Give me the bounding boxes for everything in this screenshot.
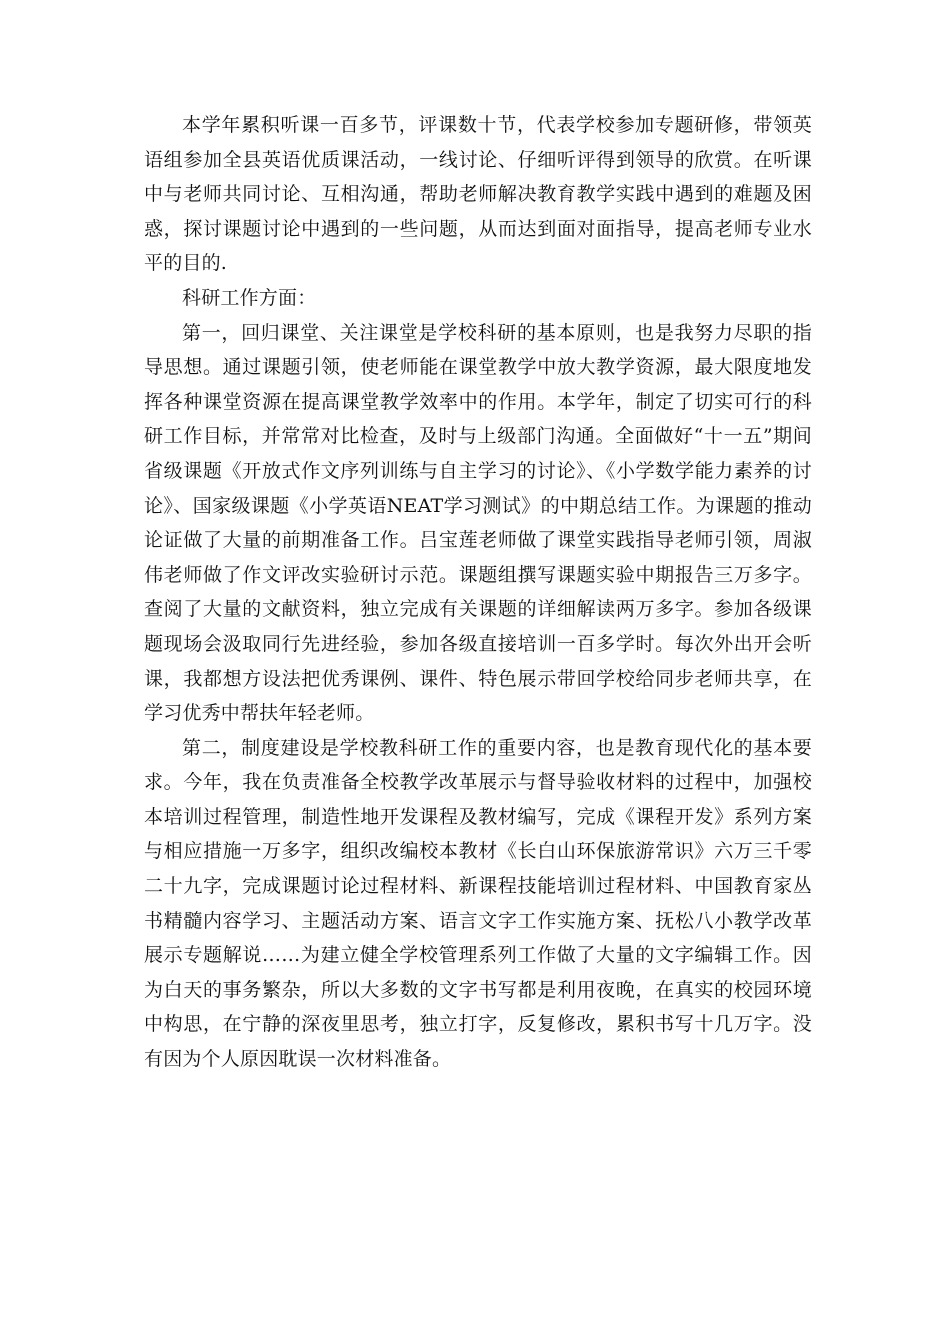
paragraph-lesson-observation: 本学年累积听课一百多节，评课数十节，代表学校参加专题研修，带领英语组参加全县英语优质课活动，一线讨论、仔细听评得到领导的欣赏。在听课中与老师共同讨论、互相沟通，帮助老师解决教育教学实践中遇到的难题及困惑，探讨课题讨论中遇到的一些问题，从而达到面对面指导，提高老师专业水平的目的.: [144, 114, 812, 275]
paragraph-research-heading: 科研工作方面：: [182, 286, 317, 309]
document-body: [144, 108, 812, 1077]
paragraph-research-second: 第二，制度建设是学校教科研工作的重要内容，也是教育现代化的基本要求。今年，我在负责准备全校教学改革展示与督导验收材料的过程中，加强校本培训过程管理，制造性地开发课程及教材编写，完成《课程开发》系列方案与相应措施一万多字，组织改编校本教材《长白山环保旅游常识》六万三千零二十九字，完成课题讨论过程材料、新课程技能培训过程材料、中国教育家丛书精髓内容学习、主题活动方案、语言文字工作实施方案、抚松八小教学改革展示专题解说……为建立健全学校管理系列工作做了大量的文字编辑工作。因为白天的事务繁杂，所以大多数的文字书写都是利用夜晚，在真实的校园环境中构思，在宁静的深夜里思考，独立打字，反复修改，累积书写十几万字。没有因为个人原因耽误一次材料准备。: [144, 736, 812, 1071]
paragraph-research-first: 第一，回归课堂、关注课堂是学校科研的基本原则，也是我努力尽职的指导思想。通过课题引领，使老师能在课堂教学中放大教学资源，最大限度地发挥各种课堂资源在提高课堂教学效率中的作用。本学年，制定了切实可行的科研工作目标，并常常对比检查，及时与上级部门沟通。全面做好“十一五”期间省级课题《开放式作文序列训练与自主学习的讨论》、《小学数学能力素养的讨论》、国家级课题《小学英语NEAT学习测试》的中期总结工作。为课题的推动论证做了大量的前期准备工作。吕宝莲老师做了课堂实践指导老师引领，周淑伟老师做了作文评改实验研讨示范。课题组撰写课题实验中期报告三万多字。查阅了大量的文献资料，独立完成有关课题的详细解读两万多字。参加各级课题现场会汲取同行先进经验，参加各级直接培训一百多学时。每次外出开会听课，我都想方设法把优秀课例、课件、特色展示带回学校给同步老师共享，在学习优秀中帮扶年轻老师。: [144, 321, 812, 725]
